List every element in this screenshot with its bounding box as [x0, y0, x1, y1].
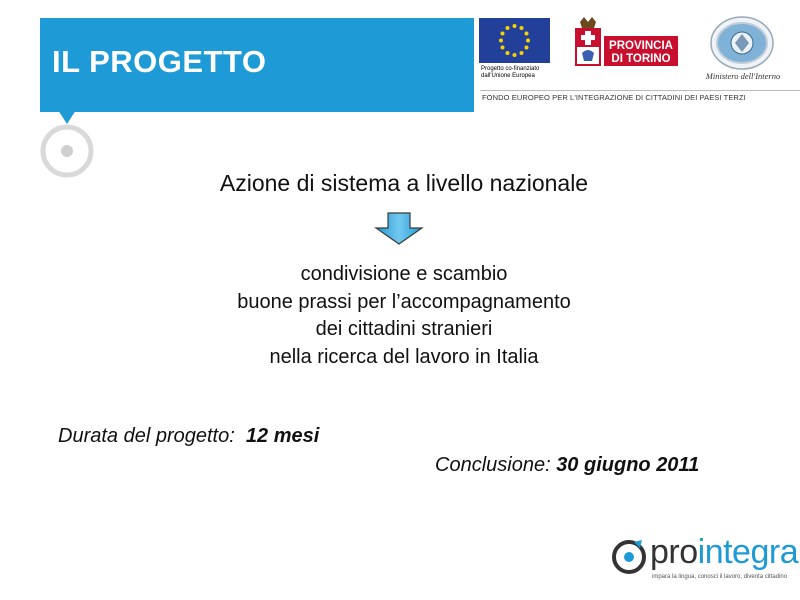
description-line-2: buone prassi per l’accompagnamento — [237, 290, 571, 313]
duration-line — [58, 425, 319, 448]
conclusion-value: 30 giugno 2011 — [556, 454, 700, 476]
fondo-caption: FONDO EUROPEO PER L'INTEGRAZIONE DI CITTADINI DEI PAESI TERZI — [482, 93, 746, 102]
description-line-1: condivisione e scambio — [300, 263, 508, 285]
description-block — [0, 261, 800, 371]
page-title: IL PROGETTO — [52, 44, 267, 79]
duration-value: 12 mesi — [245, 425, 320, 447]
provintegra-mark-icon — [610, 538, 648, 576]
header-banner-pointer — [58, 110, 76, 124]
ministero-caption: Ministero dell'Interno — [705, 71, 781, 81]
eu-flag-logo — [479, 18, 550, 63]
wordmark-integra: integra — [697, 533, 799, 571]
provintegra-tagline: impara la lingua, conosci il lavoro, diventa cittadino — [652, 574, 788, 580]
conclusion-label: Conclusione: — [435, 454, 551, 476]
provincia-line1: PROVINCIA — [609, 40, 673, 52]
conclusion-line — [435, 454, 699, 477]
provincia-line2: DI TORINO — [611, 53, 671, 65]
provintegra-wordmark — [650, 533, 798, 572]
ministero-interno-seal — [705, 16, 779, 74]
description-line-4: nella ricerca del lavoro in Italia — [269, 345, 539, 368]
wordmark-pro: pro — [650, 533, 698, 571]
description-line-3: dei cittadini stranieri — [315, 318, 493, 340]
duration-label: Durata del progetto: — [58, 425, 235, 447]
down-arrow-icon — [374, 212, 424, 246]
main-heading: Azione di sistema a livello nazionale — [219, 170, 589, 196]
eu-caption: Progetto co-finanziato dall'Unione Europea — [481, 66, 540, 79]
provincia-torino-logo — [572, 16, 682, 72]
